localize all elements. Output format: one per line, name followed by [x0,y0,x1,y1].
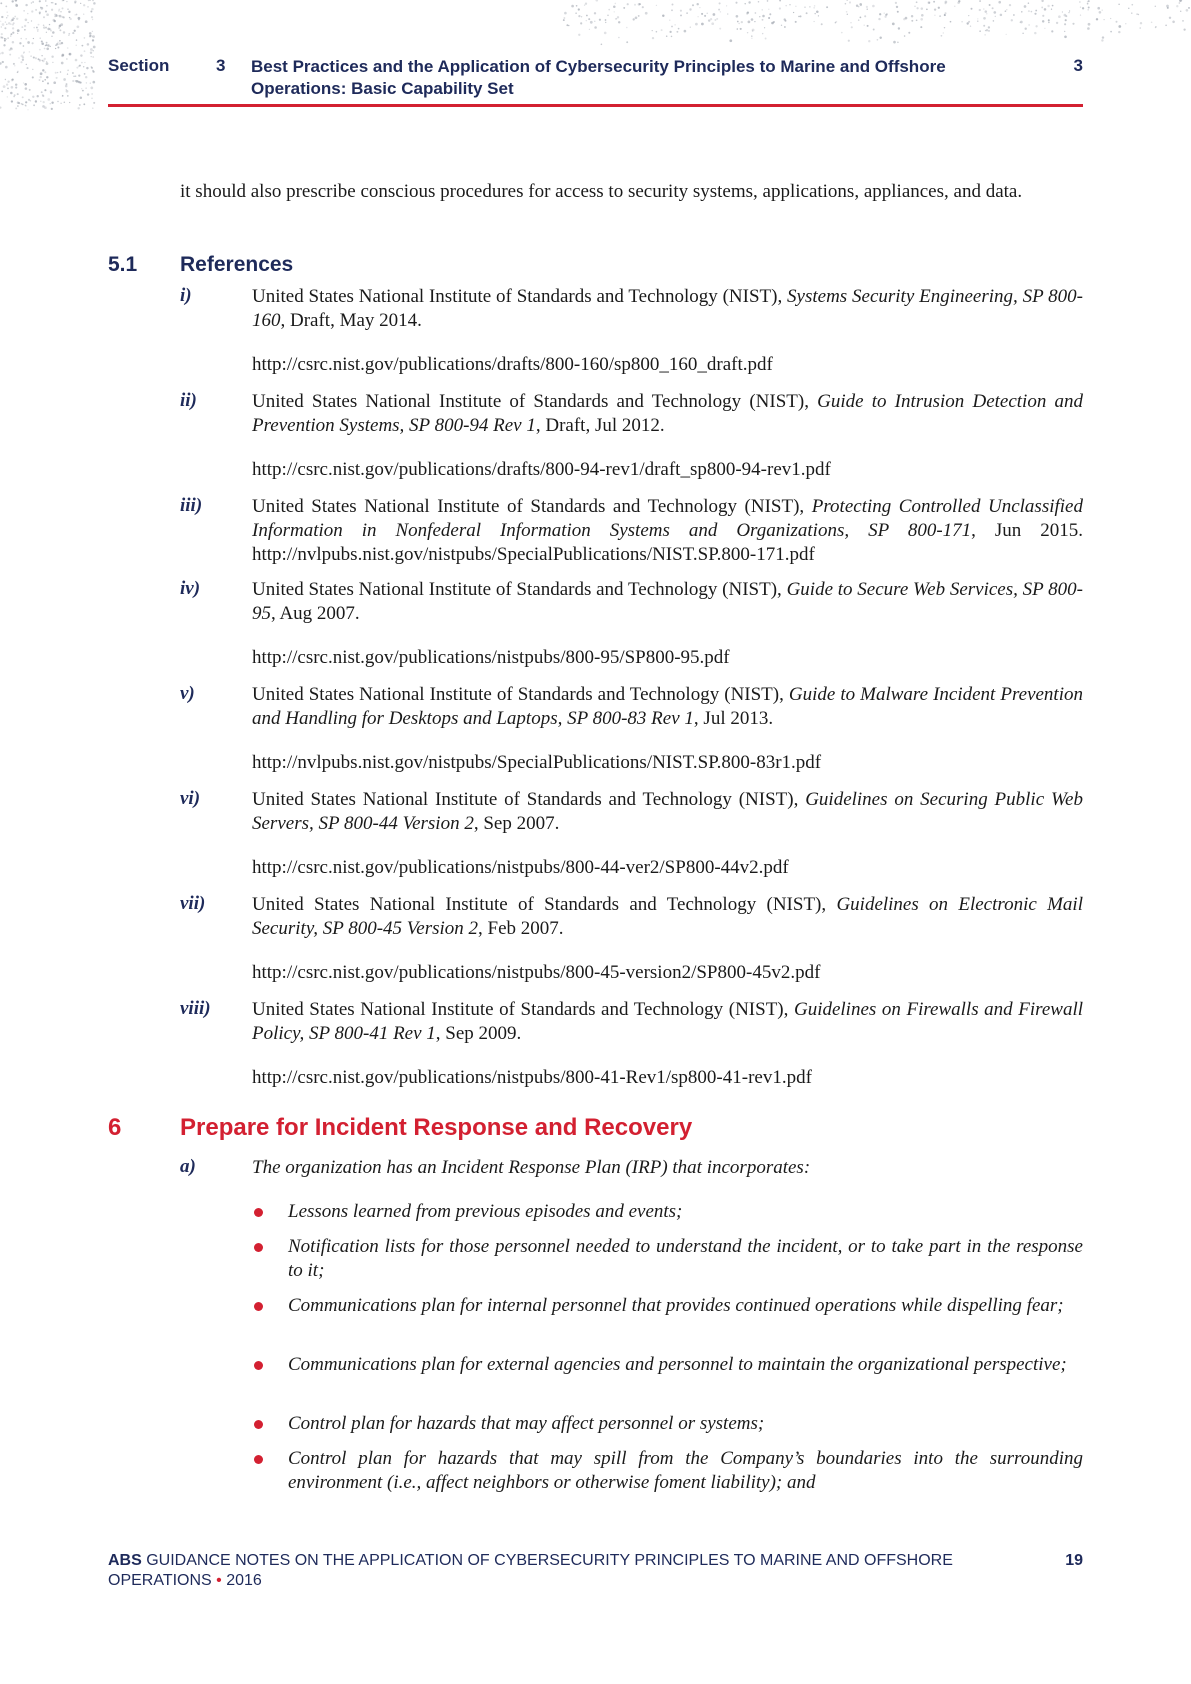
reference-label: iv) [180,578,201,599]
reference-suffix: , Feb 2007. [478,918,564,939]
bullet-item: Control plan for hazards that may spill from the Company’s boundaries into the surrounding environment (i.e., affect neighbors or otherwise foment liability); and [288,1448,1083,1493]
reference-text [252,578,1083,626]
bullet-dot [254,1208,263,1217]
reference-text [252,788,1083,836]
footer-page-number: 19 [1065,1552,1083,1569]
header-title: Best Practices and the Application of Cybersecurity Principles to Marine and Offshore Operations: Basic Capability Set [251,57,946,98]
reference-label: viii) [180,998,211,1019]
reference-url[interactable]: http://csrc.nist.gov/publications/drafts/800-94-rev1/draft_sp800-94-rev1.pdf [252,459,831,480]
reference-url[interactable]: http://nvlpubs.nist.gov/nistpubs/SpecialPublications/NIST.SP.800-83r1.pdf [252,752,822,773]
reference-title: Protecting Controlled Unclassified Information in Nonfederal Information Systems and Organizations, SP 800-171 [252,496,1083,541]
header-section-number: 3 [216,56,226,75]
bullet-item: Control plan for hazards that may affect personnel or systems; [288,1413,765,1434]
reference-prefix: United States National Institute of Standards and Technology (NIST), [252,894,837,915]
reference-text [252,893,1083,941]
reference-label: ii) [180,390,197,411]
footer-text [108,1551,978,1591]
reference-suffix: , Draft, Jul 2012. [535,415,665,436]
reference-text [252,285,1083,333]
bullet-item: Notification lists for those personnel needed to understand the incident, or to take part in the response to it; [288,1236,1083,1281]
reference-prefix: United States National Institute of Standards and Technology (NIST), [252,684,789,705]
footer-year: 2016 [226,1572,262,1589]
item-a-text: The organization has an Incident Response Plan (IRP) that incorporates: [252,1157,811,1178]
reference-title: Systems Security Engineering, SP 800-160 [252,286,1083,331]
bullet-dot [254,1455,263,1464]
bullet-dot [254,1420,263,1429]
reference-url[interactable]: http://csrc.nist.gov/publications/drafts/800-160/sp800_160_draft.pdf [252,354,773,375]
reference-title: Guidelines on Firewalls and Firewall Policy, SP 800-41 Rev 1 [252,999,1083,1044]
header-page-number: 3 [1073,56,1083,75]
reference-prefix: United States National Institute of Standards and Technology (NIST), [252,579,787,600]
reference-suffix: , Jul 2013. [693,708,774,729]
reference-suffix: , Aug 2007. [271,603,360,624]
section-5-1-number: 5.1 [108,253,138,276]
reference-suffix: , Sep 2007. [473,813,560,834]
reference-title: Guide to Malware Incident Prevention and Handling for Desktops and Laptops, SP 800-83 Rev 1 [252,684,1083,729]
reference-url[interactable]: http://csrc.nist.gov/publications/nistpubs/800-95/SP800-95.pdf [252,647,730,668]
reference-text [252,495,1083,567]
bullet-item: Lessons learned from previous episodes and events; [288,1201,683,1222]
section-5-1-title: References [180,253,294,276]
reference-title: Guidelines on Securing Public Web Servers, SP 800-44 Version 2 [252,789,1083,834]
reference-title: Guide to Intrusion Detection and Prevention Systems, SP 800-94 Rev 1 [252,391,1083,436]
footer-title: GUIDANCE NOTES ON THE APPLICATION OF CYBERSECURITY PRINCIPLES TO MARINE AND OFFSHORE OPERATIONS [108,1552,953,1589]
reference-title: Guidelines on Electronic Mail Security, SP 800-45 Version 2 [252,894,1083,939]
bullet-dot [254,1243,263,1252]
reference-url[interactable]: http://csrc.nist.gov/publications/nistpubs/800-45-version2/SP800-45v2.pdf [252,962,821,983]
footer-separator: • [211,1572,227,1589]
reference-text [252,998,1083,1046]
bullet-dot [254,1302,263,1311]
footer-brand: ABS [108,1552,142,1569]
reference-prefix: United States National Institute of Standards and Technology (NIST), [252,999,794,1020]
reference-prefix: United States National Institute of Standards and Technology (NIST), [252,496,812,517]
reference-prefix: United States National Institute of Standards and Technology (NIST), [252,286,788,307]
bullet-item: Communications plan for external agencies and personnel to maintain the organizational perspective; [288,1354,1067,1375]
section-6-number: 6 [108,1114,122,1141]
section-6-title: Prepare for Incident Response and Recovery [180,1114,693,1141]
header-section-label: Section [108,56,170,75]
reference-label: vi) [180,788,201,809]
item-a-label: a) [180,1156,196,1177]
reference-suffix: , Jun 2015. http://nvlpubs.nist.gov/nistpubs/SpecialPublications/NIST.SP.800-171.pdf [252,520,1083,565]
reference-prefix: United States National Institute of Standards and Technology (NIST), [252,391,818,412]
bullet-dot [254,1361,263,1370]
bullet-item: Communications plan for internal personnel that provides continued operations while dispelling fear; [288,1295,1064,1316]
reference-label: iii) [180,495,203,516]
reference-url[interactable]: http://csrc.nist.gov/publications/nistpubs/800-41-Rev1/sp800-41-rev1.pdf [252,1067,812,1088]
reference-label: vii) [180,893,206,914]
reference-text [252,390,1083,438]
reference-suffix: , Sep 2009. [435,1023,522,1044]
reference-url[interactable]: http://csrc.nist.gov/publications/nistpubs/800-44-ver2/SP800-44v2.pdf [252,857,789,878]
reference-title: Guide to Secure Web Services, SP 800-95 [252,579,1083,624]
intro-paragraph: it should also prescribe conscious procedures for access to security systems, applications, appliances, and data. [180,181,1023,202]
reference-label: i) [180,285,192,306]
reference-suffix: , Draft, May 2014. [280,310,422,331]
reference-prefix: United States National Institute of Standards and Technology (NIST), [252,789,806,810]
reference-label: v) [180,683,195,704]
reference-text [252,683,1083,731]
header-rule [108,104,1083,107]
